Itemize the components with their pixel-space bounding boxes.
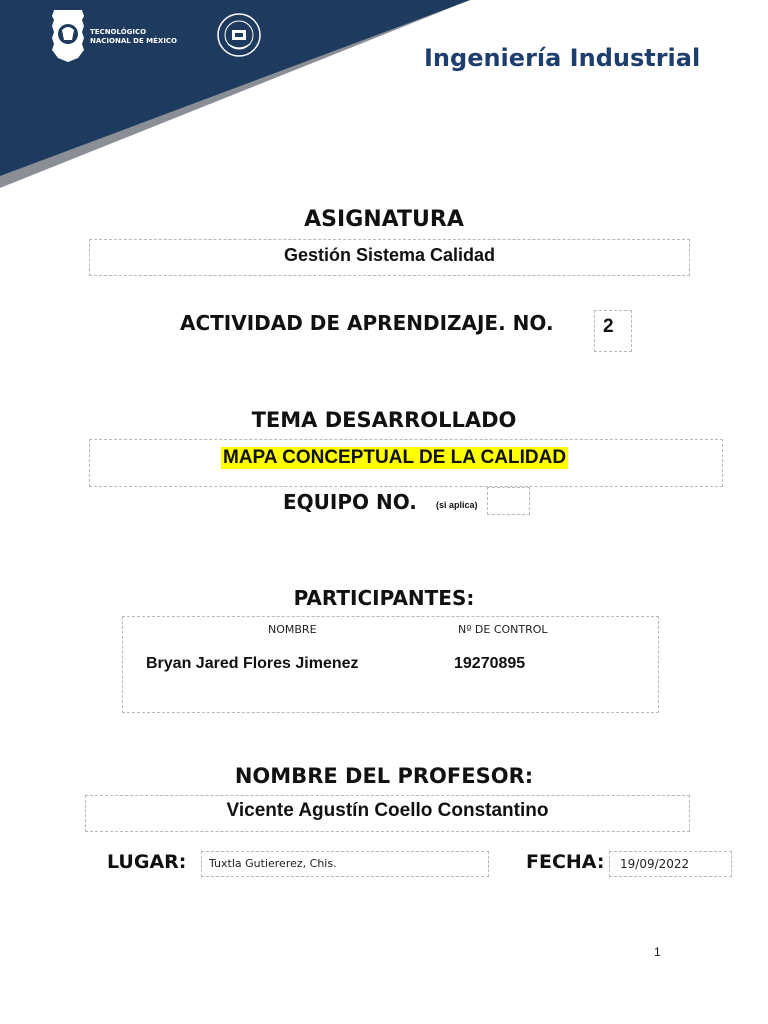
column-header-name: NOMBRE xyxy=(268,623,317,636)
tecnm-logo xyxy=(48,6,178,64)
page-number: 1 xyxy=(654,945,661,959)
lugar-value: Tuxtla Gutiererez, Chis. xyxy=(209,857,337,870)
participant-control[interactable]: 19270895 xyxy=(454,655,526,672)
equipo-heading: EQUIPO NO. xyxy=(283,490,417,514)
participantes-heading: PARTICIPANTES: xyxy=(293,586,475,610)
asignatura-heading: ASIGNATURA xyxy=(304,207,464,232)
participant-name[interactable]: Bryan Jared Flores Jimenez xyxy=(146,655,359,672)
equipo-box[interactable] xyxy=(487,487,530,515)
program-title: Ingeniería Industrial xyxy=(424,44,701,72)
profesor-value: Vicente Agustín Coello Constantino xyxy=(226,800,549,821)
ittg-seal-icon xyxy=(216,12,262,58)
lugar-label: LUGAR: xyxy=(107,851,187,873)
tema-value: MAPA CONCEPTUAL DE LA CALIDAD xyxy=(223,447,567,468)
asignatura-value: Gestión Sistema Calidad xyxy=(283,245,496,265)
institution-line1: TECNOLÓGICO xyxy=(90,28,147,36)
fecha-value: 19/09/2022 xyxy=(620,857,690,871)
fecha-label: FECHA: xyxy=(526,851,605,873)
equipo-note: (si aplica) xyxy=(436,500,478,510)
column-header-control: Nº DE CONTROL xyxy=(458,623,548,636)
tecnm-gear-icon xyxy=(48,6,88,64)
institution-line2: NACIONAL DE MÉXICO xyxy=(90,37,178,45)
actividad-heading: ACTIVIDAD DE APRENDIZAJE. NO. xyxy=(180,311,554,335)
tema-heading: TEMA DESARROLLADO xyxy=(251,408,517,432)
actividad-number: 2 xyxy=(603,316,614,337)
profesor-heading: NOMBRE DEL PROFESOR: xyxy=(234,764,534,788)
